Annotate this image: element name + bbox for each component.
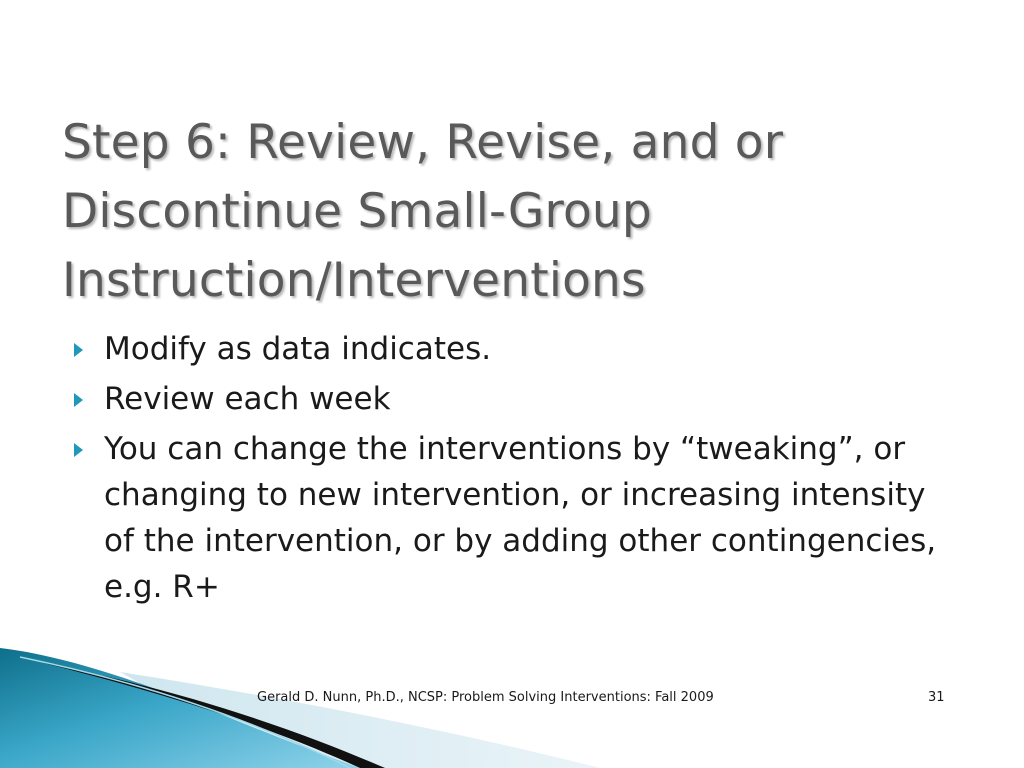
slide-number: 31 [928, 690, 945, 705]
footer-text: Gerald D. Nunn, Ph.D., NCSP: Problem Solving Interventions: Fall 2009 [257, 690, 714, 705]
bullet-text: Modify as data indicates. [104, 331, 492, 367]
bullet-text: Review each week [104, 381, 391, 417]
slide-title: Step 6: Review, Revise, and or Discontinue Small-Group Instruction/Interventions [62, 115, 784, 308]
bullet-text: You can change the interventions by “tweaking”, or changing to new intervention, or increasing intensity of the intervention, or by adding other contingencies, e.g. R+ [104, 431, 937, 605]
